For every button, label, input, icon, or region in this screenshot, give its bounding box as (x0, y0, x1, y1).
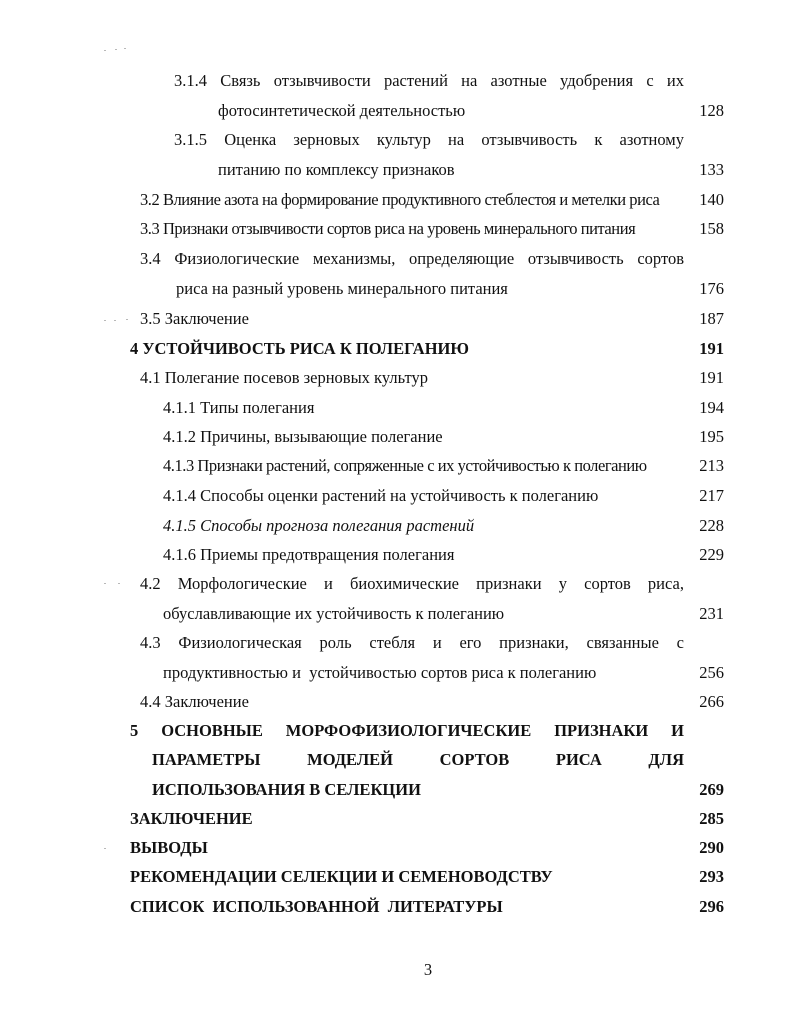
toc-entry-4-1-6 (0, 540, 796, 570)
toc-entry-page: 256 (699, 663, 724, 682)
toc-entry-3-1-5-cont (0, 155, 796, 185)
toc-entry-3-2 (0, 185, 796, 215)
toc-entry-page: 194 (699, 398, 724, 417)
scan-speck (104, 583, 106, 584)
toc-entry-text: СПИСОК ИСПОЛЬЗОВАННОЙ ЛИТЕРАТУРЫ (130, 897, 503, 916)
toc-chapter-5-cont (0, 745, 796, 775)
toc-entry-text: 3.4 Физиологические механизмы, определяющие отзывчивость сортов (140, 249, 684, 268)
toc-entry-text: РЕКОМЕНДАЦИИ СЕЛЕКЦИИ И СЕМЕНОВОДСТВУ (130, 867, 553, 886)
toc-entry-text: 4.1.2 Причины, вызывающие полегание (163, 427, 443, 446)
toc-entry-4-1-4 (0, 481, 796, 511)
scan-speck (124, 48, 126, 49)
toc-conclusion (0, 804, 796, 834)
toc-entry-text: 4.1.5 Способы прогноза полегания растений (163, 516, 475, 535)
toc-entry-page: 140 (699, 190, 724, 209)
scan-speck (126, 319, 128, 320)
toc-entry-page: 217 (699, 486, 724, 505)
toc-entry-text: ВЫВОДЫ (130, 838, 208, 857)
toc-findings (0, 833, 796, 863)
toc-entry-page: 296 (699, 897, 724, 916)
toc-entry-3-4-cont (0, 274, 796, 304)
toc-entry-4-1-2 (0, 422, 796, 452)
toc-entry-text: 4 УСТОЙЧИВОСТЬ РИСА К ПОЛЕГАНИЮ (130, 339, 469, 358)
toc-entry-text: обуславливающие их устойчивость к полеганию (163, 604, 505, 623)
toc-entry-text: ИСПОЛЬЗОВАНИЯ В СЕЛЕКЦИИ (152, 780, 421, 799)
toc-entry-page: 176 (699, 279, 724, 298)
toc-entry-4-1 (0, 363, 796, 393)
toc-entry-page: 266 (699, 692, 724, 711)
toc-recommendations (0, 862, 796, 892)
toc-entry-page: 269 (699, 780, 724, 799)
scan-speck (118, 583, 120, 584)
scan-speck (114, 320, 116, 321)
toc-entry-4-3 (0, 628, 796, 658)
toc-entry-page: 285 (699, 809, 724, 828)
toc-entry-4-1-5 (0, 511, 796, 541)
scan-speck (115, 49, 117, 50)
toc-entry-page: 229 (699, 545, 724, 564)
toc-entry-4-1-1 (0, 393, 796, 423)
toc-entry-text: 4.1 Полегание посевов зерновых культур (140, 368, 428, 387)
toc-entry-text: 3.2 Влияние азота на формирование продуктивного стеблестоя и метелки риса (140, 190, 660, 209)
toc-entry-page: 231 (699, 604, 724, 623)
toc-references (0, 892, 796, 922)
toc-entry-text: 3.1.5 Оценка зерновых культур на отзывчивость к азотному (174, 130, 684, 149)
toc-entry-text: фотосинтетической деятельностью (218, 101, 466, 120)
toc-entry-text: 3.5 Заключение (140, 309, 249, 328)
toc-entry-text: ЗАКЛЮЧЕНИЕ (130, 809, 253, 828)
toc-entry-page: 128 (699, 101, 724, 120)
toc-entry-4-2-cont (0, 599, 796, 629)
toc-entry-page: 228 (699, 516, 724, 535)
scan-speck (104, 320, 106, 321)
toc-entry-text: 3.3 Признаки отзывчивости сортов риса на уровень минерального питания (140, 219, 636, 238)
toc-entry-text: питанию по комплексу признаков (218, 160, 455, 179)
toc-entry-3-4 (0, 244, 796, 274)
toc-entry-text: 4.3 Физиологическая роль стебля и его признаки, связанные с (140, 633, 684, 652)
toc-entry-text: продуктивностью и устойчивостью сортов риса к полеганию (163, 663, 597, 682)
toc-entry-3-1-5 (0, 125, 796, 155)
toc-entry-3-5 (0, 304, 796, 334)
toc-entry-page: 191 (699, 368, 724, 387)
toc-entry-text: 4.1.1 Типы полегания (163, 398, 315, 417)
scan-speck (104, 848, 106, 849)
toc-entry-page: 158 (699, 219, 724, 238)
toc-chapter-4 (0, 334, 796, 364)
toc-entry-page: 187 (699, 309, 724, 328)
toc-entry-text: риса на разный уровень минерального питания (176, 279, 508, 298)
toc-chapter-5-cont (0, 775, 796, 805)
toc-entry-text: 5 ОСНОВНЫЕ МОРФОФИЗИОЛОГИЧЕСКИЕ ПРИЗНАКИ И (130, 721, 684, 740)
toc-entry-text: 3.1.4 Связь отзывчивости растений на азотные удобрения с их (174, 71, 684, 90)
toc-entry-4-3-cont (0, 658, 796, 688)
toc-entry-page: 195 (699, 427, 724, 446)
toc-entry-3-1-4-cont (0, 96, 796, 126)
scan-speck (104, 50, 106, 51)
toc-entry-text: 4.1.3 Признаки растений, сопряженные с их устойчивостью к полеганию (163, 456, 647, 475)
toc-entry-text: ПАРАМЕТРЫ МОДЕЛЕЙ СОРТОВ РИСА ДЛЯ (152, 750, 684, 769)
toc-entry-3-1-4 (0, 66, 796, 96)
toc-entry-text: 4.1.6 Приемы предотвращения полегания (163, 545, 455, 564)
toc-entry-4-4 (0, 687, 796, 717)
toc-entry-text: 4.1.4 Способы оценки растений на устойчивость к полеганию (163, 486, 599, 505)
toc-entry-3-3 (0, 214, 796, 244)
toc-entry-page: 191 (699, 339, 724, 358)
toc-entry-text: 4.4 Заключение (140, 692, 249, 711)
page-number: 3 (423, 960, 433, 979)
toc-entry-4-2 (0, 569, 796, 599)
toc-entry-page: 133 (699, 160, 724, 179)
toc-entry-4-1-3 (0, 451, 796, 481)
toc-chapter-5 (0, 716, 796, 746)
toc-entry-page: 290 (699, 838, 724, 857)
toc-entry-text: 4.2 Морфологические и биохимические признаки у сортов риса, (140, 574, 684, 593)
toc-entry-page: 293 (699, 867, 724, 886)
toc-entry-page: 213 (699, 456, 724, 475)
